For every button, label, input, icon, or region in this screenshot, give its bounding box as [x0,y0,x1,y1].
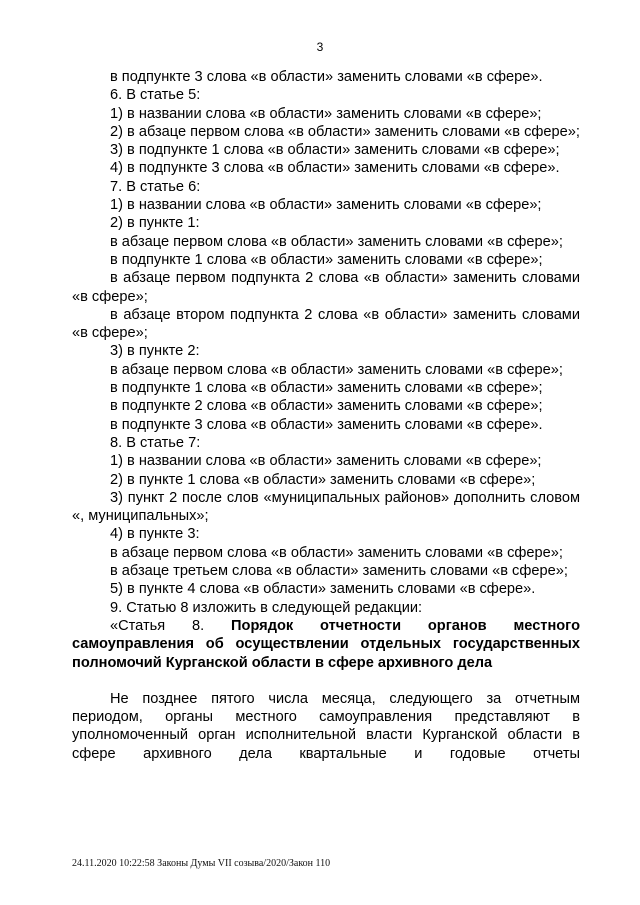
paragraph: 9. Статью 8 изложить в следующей редакции: [110,599,423,616]
article-title: Порядок отчетности органов местного самоуправления об осуществлении отдельных государственных полномочий Курганской области в сфере архивного дела [72,617,580,671]
page-number: 3 [316,40,324,54]
document-body [72,68,580,763]
paragraph: 4) в подпункте 3 слова «в области» заменить словами «в сфере». [110,160,560,177]
paragraph: в абзаце первом слова «в области» заменить словами «в сфере»; [110,544,563,561]
paragraph: 1) в названии слова «в области» заменить словами «в сфере»; [110,197,542,214]
article-heading [72,617,580,672]
paragraph: 2) в пункте 1: [110,215,200,232]
spacer [72,672,580,690]
paragraph: в абзаце первом слова «в области» заменить словами «в сфере»; [110,361,563,378]
paragraph: 1) в названии слова «в области» заменить словами «в сфере»; [110,453,542,470]
paragraph: в подпункте 1 слова «в области» заменить словами «в сфере»; [110,251,543,268]
paragraph: 5) в пункте 4 слова «в области» заменить словами «в сфере». [110,581,536,598]
paragraph: в абзаце первом подпункта 2 слова «в области» заменить словами «в сфере»; [72,270,580,305]
paragraph: в подпункте 3 слова «в области» заменить словами «в сфере». [110,416,543,433]
paragraph: 3) пункт 2 после слов «муниципальных районов» дополнить словом «, муниципальных»; [72,489,580,525]
paragraph: 3) в подпункте 1 слова «в области» заменить словами «в сфере»; [110,142,560,159]
paragraph: 2) в абзаце первом слова «в области» заменить словами «в сфере»; [110,123,580,140]
paragraph: в абзаце первом слова «в области» заменить словами «в сфере»; [110,233,563,250]
footer-stamp: 24.11.2020 10:22:58 Законы Думы VII созыва/2020/Закон 110 [72,858,331,869]
paragraph: 1) в названии слова «в области» заменить словами «в сфере»; [110,105,542,122]
paragraph: в абзаце третьем слова «в области» заменить словами «в сфере»; [110,563,568,580]
paragraph: в абзаце втором подпункта 2 слова «в области» заменить словами «в сфере»; [72,306,580,342]
paragraph: 6. В статье 5: [110,87,201,104]
paragraph: 3) в пункте 2: [110,343,200,360]
article-label: «Статья 8. [110,617,205,634]
paragraph: 7. В статье 6: [110,178,201,195]
paragraph: в подпункте 1 слова «в области» заменить словами «в сфере»; [110,380,543,397]
paragraph: 2) в пункте 1 слова «в области» заменить словами «в сфере»; [110,471,536,488]
paragraph: в подпункте 2 слова «в области» заменить словами «в сфере»; [110,398,543,415]
paragraph: 4) в пункте 3: [110,526,200,543]
paragraph: в подпункте 3 слова «в области» заменить словами «в сфере». [110,69,543,85]
final-paragraph: Не позднее пятого числа месяца, следующего за отчетным периодом, органы местного самоуправления представляют в уполномоченный орган исполнительной власти Курганской области в сфере архивного дела квартальные и годовые отчеты [72,690,580,762]
paragraph: 8. В статье 7: [110,434,201,451]
